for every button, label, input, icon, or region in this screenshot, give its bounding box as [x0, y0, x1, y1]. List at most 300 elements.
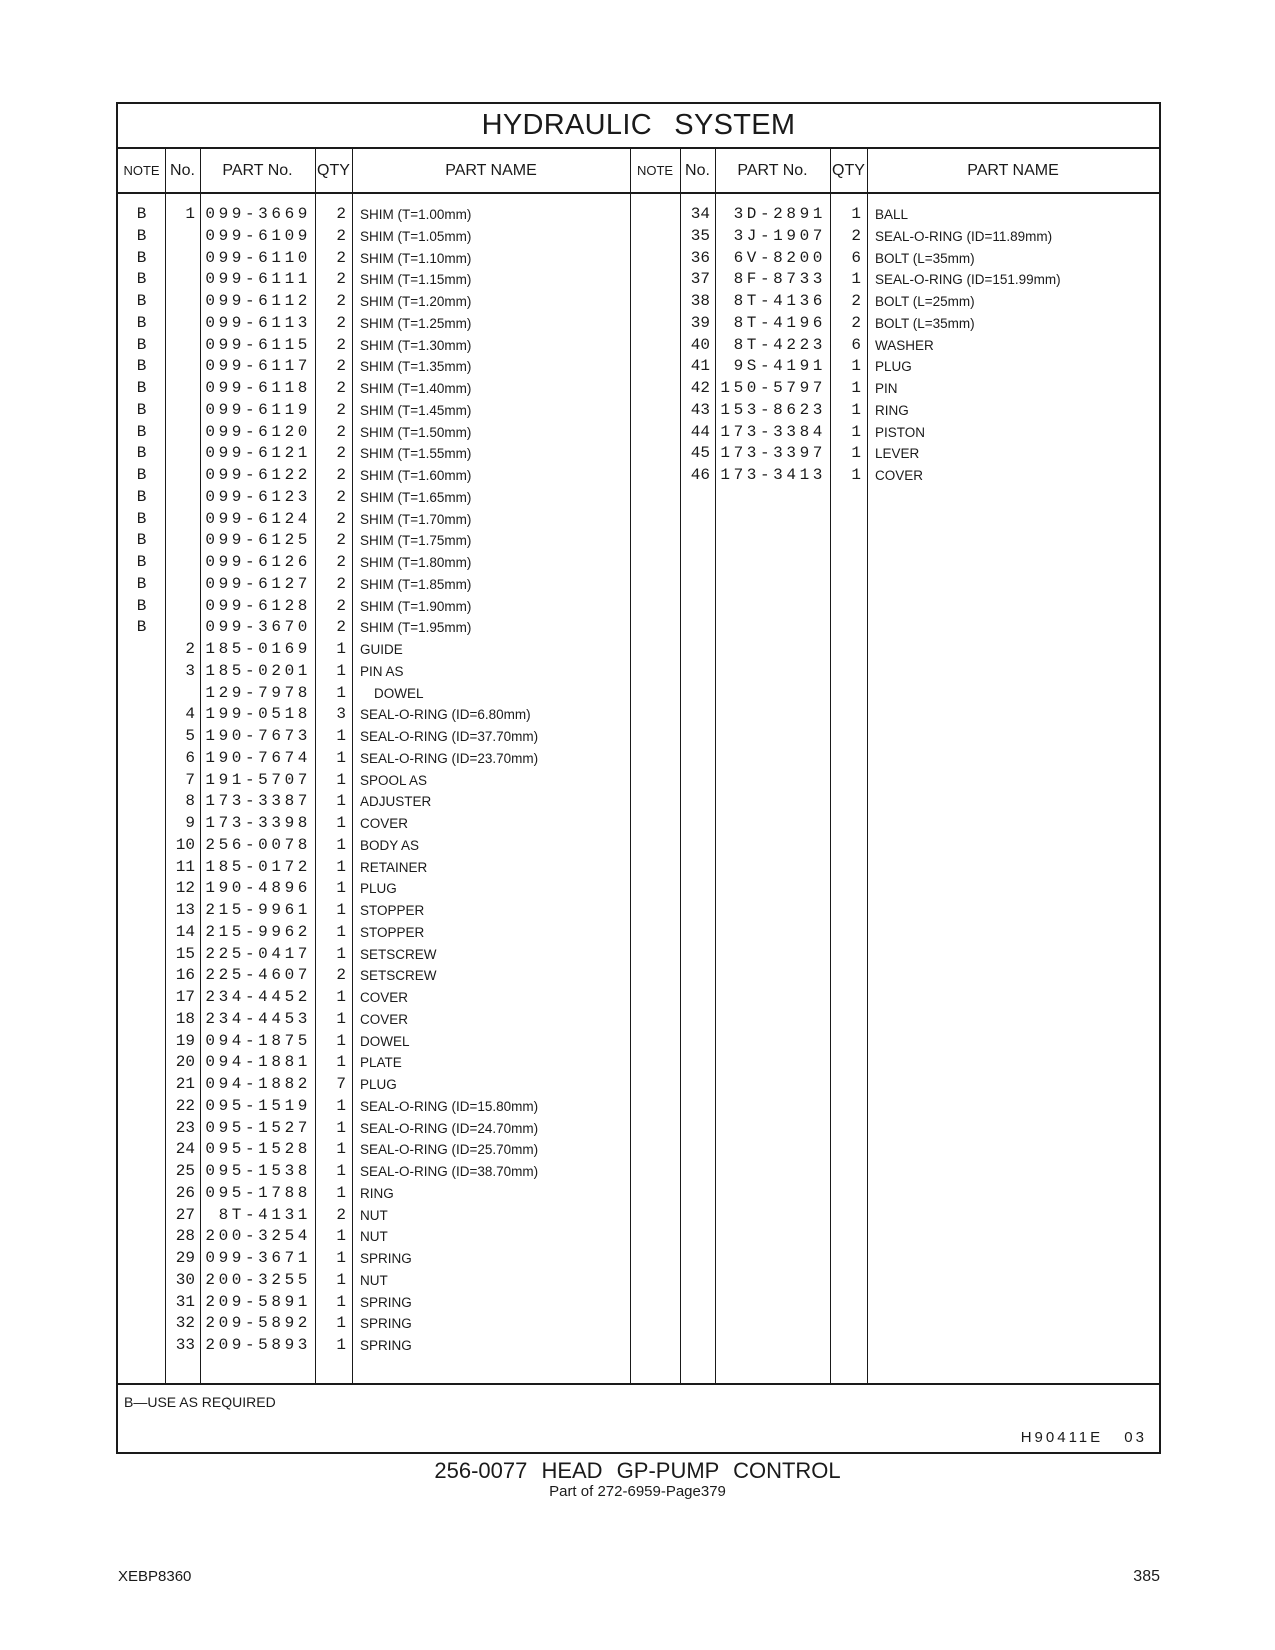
- table-cell: [165, 248, 195, 270]
- table-cell: ADJUSTER: [360, 794, 432, 810]
- table-cell: 2: [336, 226, 346, 245]
- table-cell: 9: [185, 814, 195, 832]
- table-cell: 30: [175, 1270, 195, 1289]
- table-cell: 1: [336, 1140, 346, 1159]
- table-cell: SHIM (T=1.35mm): [360, 359, 472, 375]
- table-cell: [118, 1313, 165, 1335]
- table-cell: B: [136, 509, 147, 528]
- page-number: 385: [1133, 1568, 1160, 1585]
- left-note-column: [118, 204, 165, 1357]
- table-cell: [118, 1118, 165, 1140]
- table-cell: 095-1519: [205, 1096, 311, 1115]
- table-cell: 099-6115: [205, 335, 311, 354]
- header-part-no-left: PART No.: [222, 161, 293, 179]
- table-cell: 2: [336, 509, 346, 528]
- table-cell: [118, 1226, 165, 1248]
- table-cell: [118, 922, 165, 944]
- table-cell: 29: [175, 1249, 195, 1267]
- drawing-code: H90411E 03: [1020, 1429, 1147, 1446]
- header-part-name-left: PART NAME: [445, 161, 537, 179]
- table-cell: SHIM (T=1.10mm): [360, 250, 472, 266]
- table-cell: 185-0169: [205, 640, 311, 658]
- table-cell: 1: [851, 422, 861, 441]
- table-cell: 095-1528: [205, 1140, 311, 1159]
- table-cell: SHIM (T=1.75mm): [360, 533, 472, 549]
- table-cell: [630, 226, 680, 248]
- table-cell: 6: [851, 335, 861, 354]
- table-cell: [118, 1161, 165, 1183]
- table-cell: 099-3670: [205, 618, 311, 637]
- table-cell: [165, 378, 195, 400]
- table-cell: [165, 226, 195, 248]
- table-cell: 256-0078: [205, 835, 311, 854]
- table-cell: 173-3413: [720, 466, 826, 484]
- table-cell: 27: [175, 1205, 195, 1224]
- header-part-no-right: PART No.: [737, 161, 808, 179]
- table-cell: 153-8623: [720, 400, 826, 419]
- table-cell: COVER: [360, 1011, 409, 1027]
- table-cell: B: [136, 444, 147, 463]
- table-cell: 1: [851, 357, 861, 376]
- table-cell: 2: [336, 292, 346, 310]
- table-cell: B: [136, 226, 147, 245]
- table-cell: 24: [175, 1140, 195, 1159]
- table-cell: SHIM (T=1.05mm): [360, 228, 472, 244]
- table-cell: 215-9962: [205, 922, 311, 941]
- section-title: HYDRAULIC SYSTEM: [481, 109, 796, 141]
- table-cell: 38: [690, 292, 710, 310]
- table-cell: B: [136, 487, 147, 506]
- table-cell: 32: [175, 1314, 195, 1333]
- table-cell: 099-6111: [205, 270, 311, 289]
- table-header: [118, 149, 1159, 194]
- table-cell: [165, 269, 195, 291]
- table-cell: 1: [336, 683, 346, 702]
- table-cell: 095-1538: [205, 1162, 311, 1180]
- table-cell: 19: [175, 1031, 195, 1050]
- table-cell: [630, 269, 680, 291]
- table-cell: 18: [175, 1009, 195, 1028]
- footnote: B—USE AS REQUIRED: [124, 1394, 276, 1410]
- table-cell: 41: [690, 357, 710, 376]
- table-cell: 8F-8733: [733, 270, 826, 289]
- table-cell: 12: [175, 879, 195, 898]
- figure-subcaption: Part of 272-6959-Page379: [549, 1483, 726, 1500]
- table-cell: [165, 617, 195, 639]
- table-cell: [165, 443, 195, 465]
- table-cell: 2: [185, 640, 195, 658]
- table-cell: SHIM (T=1.15mm): [360, 272, 472, 288]
- table-cell: STOPPER: [360, 903, 425, 918]
- table-cell: [118, 1096, 165, 1118]
- table-cell: 099-6109: [205, 226, 311, 245]
- table-cell: 3J-1907: [733, 226, 826, 245]
- table-cell: [118, 1292, 165, 1314]
- table-cell: NUT: [360, 1207, 388, 1223]
- table-cell: BALL: [875, 207, 909, 222]
- header-note-right: NOTE: [636, 163, 674, 178]
- table-cell: COVER: [875, 468, 924, 483]
- table-cell: 1: [336, 944, 346, 963]
- table-cell: 2: [336, 313, 346, 332]
- table-cell: DOWEL: [360, 1033, 410, 1049]
- table-cell: 45: [690, 444, 710, 463]
- table-cell: SEAL-O-RING (ID=38.70mm): [360, 1164, 539, 1179]
- table-cell: 31: [175, 1292, 195, 1311]
- right-item-number-column: [680, 204, 710, 487]
- table-cell: 15: [175, 944, 195, 963]
- table-cell: 1: [336, 1249, 346, 1267]
- table-cell: 35: [690, 226, 710, 245]
- table-cell: SHIM (T=1.45mm): [360, 402, 472, 418]
- table-cell: [118, 748, 165, 770]
- table-cell: [630, 400, 680, 422]
- table-cell: [630, 313, 680, 335]
- table-cell: [118, 1205, 165, 1227]
- table-cell: [118, 1052, 165, 1074]
- table-cell: 4: [185, 705, 195, 724]
- table-cell: 3: [336, 705, 346, 724]
- table-cell: [630, 248, 680, 270]
- table-cell: WASHER: [875, 337, 934, 353]
- header-no-right: No.: [685, 161, 710, 179]
- table-cell: 9S-4191: [733, 357, 826, 376]
- table-cell: SEAL-O-RING (ID=23.70mm): [360, 750, 539, 766]
- table-cell: [118, 1074, 165, 1096]
- table-cell: SHIM (T=1.50mm): [360, 424, 472, 440]
- table-cell: B: [136, 618, 147, 637]
- parts-list-frame: [116, 102, 1161, 1454]
- table-cell: NUT: [360, 1272, 388, 1288]
- table-cell: COVER: [360, 816, 409, 831]
- table-cell: 1: [851, 400, 861, 419]
- table-cell: [165, 487, 195, 509]
- table-cell: [165, 530, 195, 552]
- table-cell: [165, 465, 195, 487]
- table-cell: 21: [175, 1075, 195, 1093]
- table-cell: 234-4452: [205, 988, 311, 1006]
- table-cell: [630, 422, 680, 444]
- table-cell: 1: [336, 1053, 346, 1072]
- table-cell: 173-3384: [720, 422, 826, 441]
- table-cell: 2: [336, 487, 346, 506]
- table-cell: [118, 900, 165, 922]
- table-cell: 25: [175, 1162, 195, 1180]
- table-cell: 1: [336, 661, 346, 680]
- table-cell: 1: [336, 901, 346, 919]
- table-cell: LEVER: [875, 446, 920, 462]
- table-cell: 2: [336, 596, 346, 615]
- table-cell: PIN AS: [360, 663, 404, 679]
- table-cell: 099-6122: [205, 466, 311, 484]
- table-cell: 2: [851, 226, 861, 245]
- table-cell: B: [136, 357, 147, 376]
- table-cell: 1: [336, 988, 346, 1006]
- table-cell: SHIM (T=1.00mm): [360, 207, 472, 222]
- table-cell: 099-6110: [205, 248, 311, 267]
- table-cell: PLATE: [360, 1055, 402, 1071]
- table-cell: [118, 1031, 165, 1053]
- table-cell: [118, 835, 165, 857]
- table-cell: 209-5891: [205, 1292, 311, 1311]
- table-cell: SPOOL AS: [360, 772, 428, 788]
- table-cell: 094-1882: [205, 1075, 311, 1093]
- header-note-left: NOTE: [123, 163, 160, 178]
- table-cell: 16: [175, 966, 195, 985]
- table-cell: SHIM (T=1.65mm): [360, 489, 472, 505]
- title-bar: [118, 104, 1159, 149]
- table-cell: 1: [851, 379, 861, 397]
- table-cell: [165, 552, 195, 574]
- table-cell: B: [136, 531, 147, 550]
- table-cell: 8T-4136: [733, 292, 826, 310]
- table-cell: SHIM (T=1.90mm): [360, 598, 472, 614]
- table-cell: 1: [336, 1227, 346, 1246]
- table-cell: 1: [336, 1336, 346, 1354]
- table-cell: [630, 335, 680, 357]
- table-cell: SHIM (T=1.60mm): [360, 468, 472, 483]
- table-cell: 099-6112: [205, 292, 311, 310]
- table-cell: B: [136, 400, 147, 419]
- table-cell: SPRING: [360, 1338, 412, 1353]
- header-qty-right: QTY: [832, 161, 865, 179]
- table-cell: 1: [336, 814, 346, 832]
- table-cell: 200-3254: [205, 1227, 311, 1246]
- table-cell: 129-7978: [205, 683, 311, 702]
- table-cell: PLUG: [875, 359, 912, 375]
- table-cell: 185-0201: [205, 661, 311, 680]
- table-cell: B: [136, 466, 147, 484]
- table-cell: [118, 1183, 165, 1205]
- table-cell: [165, 596, 195, 618]
- table-cell: 1: [336, 1270, 346, 1289]
- right-note-column: [630, 204, 680, 487]
- table-cell: [630, 465, 680, 487]
- table-cell: 190-7674: [205, 748, 311, 767]
- table-cell: 34: [690, 205, 710, 223]
- table-cell: [165, 335, 195, 357]
- table-cell: 6: [851, 248, 861, 267]
- table-cell: [118, 987, 165, 1009]
- table-cell: 2: [336, 335, 346, 354]
- table-cell: 095-1788: [205, 1183, 311, 1202]
- table-cell: 8: [185, 792, 195, 811]
- table-cell: BOLT (L=25mm): [875, 294, 975, 309]
- table-cell: [118, 813, 165, 835]
- table-cell: PLUG: [360, 1077, 397, 1092]
- table-cell: 099-6123: [205, 487, 311, 506]
- left-item-number-column: [165, 204, 195, 1357]
- table-cell: [118, 1335, 165, 1357]
- table-cell: 1: [336, 1292, 346, 1311]
- table-cell: 173-3398: [205, 814, 311, 832]
- table-cell: [118, 726, 165, 748]
- table-cell: 2: [336, 466, 346, 484]
- left-qty-column: [315, 204, 346, 1357]
- table-cell: 43: [690, 400, 710, 419]
- table-cell: 2: [336, 1205, 346, 1224]
- table-cell: 1: [336, 1096, 346, 1115]
- table-cell: B: [136, 596, 147, 615]
- table-cell: 209-5892: [205, 1314, 311, 1333]
- table-cell: [630, 204, 680, 226]
- table-cell: [118, 1270, 165, 1292]
- table-cell: [118, 965, 165, 987]
- table-cell: SETSCREW: [360, 946, 437, 962]
- table-cell: SPRING: [360, 1251, 412, 1266]
- table-cell: 2: [336, 444, 346, 463]
- table-cell: B: [136, 313, 147, 332]
- table-cell: 7: [336, 1075, 346, 1093]
- table-cell: 2: [336, 618, 346, 637]
- table-cell: BODY AS: [360, 837, 420, 853]
- table-cell: 1: [336, 1009, 346, 1028]
- table-cell: 099-6124: [205, 509, 311, 528]
- table-cell: 2: [336, 422, 346, 441]
- table-cell: 8T-4131: [218, 1205, 311, 1224]
- table-cell: SEAL-O-RING (ID=11.89mm): [875, 228, 1053, 244]
- table-cell: 40: [690, 335, 710, 354]
- table-cell: 173-3397: [720, 444, 826, 463]
- left-part-name-column: [360, 204, 628, 1357]
- table-cell: 39: [690, 313, 710, 332]
- table-cell: 2: [336, 531, 346, 550]
- table-cell: 225-4607: [205, 966, 311, 985]
- table-cell: 095-1527: [205, 1118, 311, 1137]
- table-cell: [630, 378, 680, 400]
- table-cell: 1: [336, 1183, 346, 1202]
- table-cell: [118, 639, 165, 661]
- table-cell: 190-7673: [205, 727, 311, 745]
- table-cell: [630, 443, 680, 465]
- table-cell: [118, 1248, 165, 1270]
- table-cell: [118, 770, 165, 792]
- table-cell: SHIM (T=1.70mm): [360, 511, 472, 527]
- table-cell: 099-3669: [205, 205, 311, 223]
- table-cell: 17: [175, 988, 195, 1006]
- table-cell: SHIM (T=1.80mm): [360, 555, 472, 570]
- table-cell: 1: [336, 835, 346, 854]
- table-cell: 1: [336, 922, 346, 941]
- table-cell: STOPPER: [360, 924, 425, 940]
- table-cell: [165, 574, 195, 596]
- table-cell: 1: [851, 444, 861, 463]
- table-cell: 099-6117: [205, 357, 311, 376]
- table-cell: 8T-4223: [733, 335, 826, 354]
- table-cell: [165, 400, 195, 422]
- table-cell: 10: [175, 835, 195, 854]
- table-cell: NUT: [360, 1229, 388, 1245]
- table-cell: [165, 291, 195, 313]
- table-cell: 225-0417: [205, 944, 311, 963]
- table-cell: B: [136, 270, 147, 289]
- table-cell: 1: [851, 205, 861, 223]
- table-cell: 1: [851, 270, 861, 289]
- table-cell: [118, 661, 165, 683]
- table-cell: 1: [336, 879, 346, 898]
- table-cell: 1: [336, 792, 346, 811]
- table-cell: SHIM (T=1.30mm): [360, 337, 472, 353]
- table-cell: SHIM (T=1.85mm): [360, 576, 472, 592]
- table-cell: [118, 704, 165, 726]
- table-cell: [118, 683, 165, 705]
- table-cell: 14: [175, 922, 195, 941]
- table-cell: 215-9961: [205, 901, 311, 919]
- table-cell: 099-3671: [205, 1249, 311, 1267]
- table-cell: 23: [175, 1118, 195, 1137]
- table-cell: DOWEL: [374, 685, 424, 701]
- table-cell: B: [136, 248, 147, 267]
- column-divider: [867, 149, 868, 1383]
- table-cell: 209-5893: [205, 1336, 311, 1354]
- table-cell: 099-6118: [205, 379, 311, 397]
- table-cell: 173-3387: [205, 792, 311, 811]
- table-cell: SETSCREW: [360, 968, 437, 984]
- right-part-number-column: [715, 204, 826, 487]
- table-cell: SEAL-O-RING (ID=25.70mm): [360, 1142, 539, 1158]
- table-cell: 3D-2891: [733, 205, 826, 223]
- table-cell: B: [136, 379, 147, 397]
- table-cell: GUIDE: [360, 642, 403, 657]
- table-cell: PIN: [875, 381, 898, 396]
- table-cell: 6: [185, 748, 195, 767]
- table-cell: BOLT (L=35mm): [875, 315, 975, 331]
- table-cell: RING: [360, 1185, 394, 1201]
- table-cell: 13: [175, 901, 195, 919]
- table-cell: 150-5797: [720, 379, 826, 397]
- right-qty-column: [830, 204, 861, 487]
- table-cell: [118, 1009, 165, 1031]
- table-cell: 36: [690, 248, 710, 267]
- table-cell: 1: [336, 857, 346, 876]
- table-cell: [165, 422, 195, 444]
- table-cell: 22: [175, 1096, 195, 1115]
- table-cell: 2: [336, 400, 346, 419]
- table-cell: SHIM (T=1.95mm): [360, 620, 472, 636]
- table-cell: 1: [336, 640, 346, 658]
- table-cell: 8T-4196: [733, 313, 826, 332]
- table-cell: 20: [175, 1053, 195, 1072]
- table-cell: 094-1881: [205, 1053, 311, 1072]
- table-cell: 3: [185, 661, 195, 680]
- table-cell: 2: [336, 205, 346, 223]
- table-cell: 2: [336, 248, 346, 267]
- table-cell: SHIM (T=1.55mm): [360, 446, 472, 462]
- table-cell: [165, 356, 195, 378]
- table-cell: 1: [185, 205, 195, 223]
- table-cell: 1: [336, 1031, 346, 1050]
- table-cell: [630, 291, 680, 313]
- table-cell: SHIM (T=1.25mm): [360, 315, 472, 331]
- table-cell: B: [136, 422, 147, 441]
- table-cell: 26: [175, 1183, 195, 1202]
- table-cell: [118, 857, 165, 879]
- table-cell: 2: [336, 357, 346, 376]
- table-body-bottom-rule: [118, 1383, 1159, 1385]
- table-cell: [118, 791, 165, 813]
- table-cell: SEAL-O-RING (ID=37.70mm): [360, 729, 539, 744]
- table-cell: 2: [851, 313, 861, 332]
- table-cell: 37: [690, 270, 710, 289]
- header-part-name-right: PART NAME: [967, 161, 1059, 179]
- table-cell: 099-6127: [205, 574, 311, 593]
- table-cell: [118, 878, 165, 900]
- table-cell: SEAL-O-RING (ID=6.80mm): [360, 707, 531, 723]
- table-cell: 42: [690, 379, 710, 397]
- table-cell: B: [136, 292, 147, 310]
- table-cell: 099-6119: [205, 400, 311, 419]
- document-id: XEBP8360: [118, 1568, 192, 1585]
